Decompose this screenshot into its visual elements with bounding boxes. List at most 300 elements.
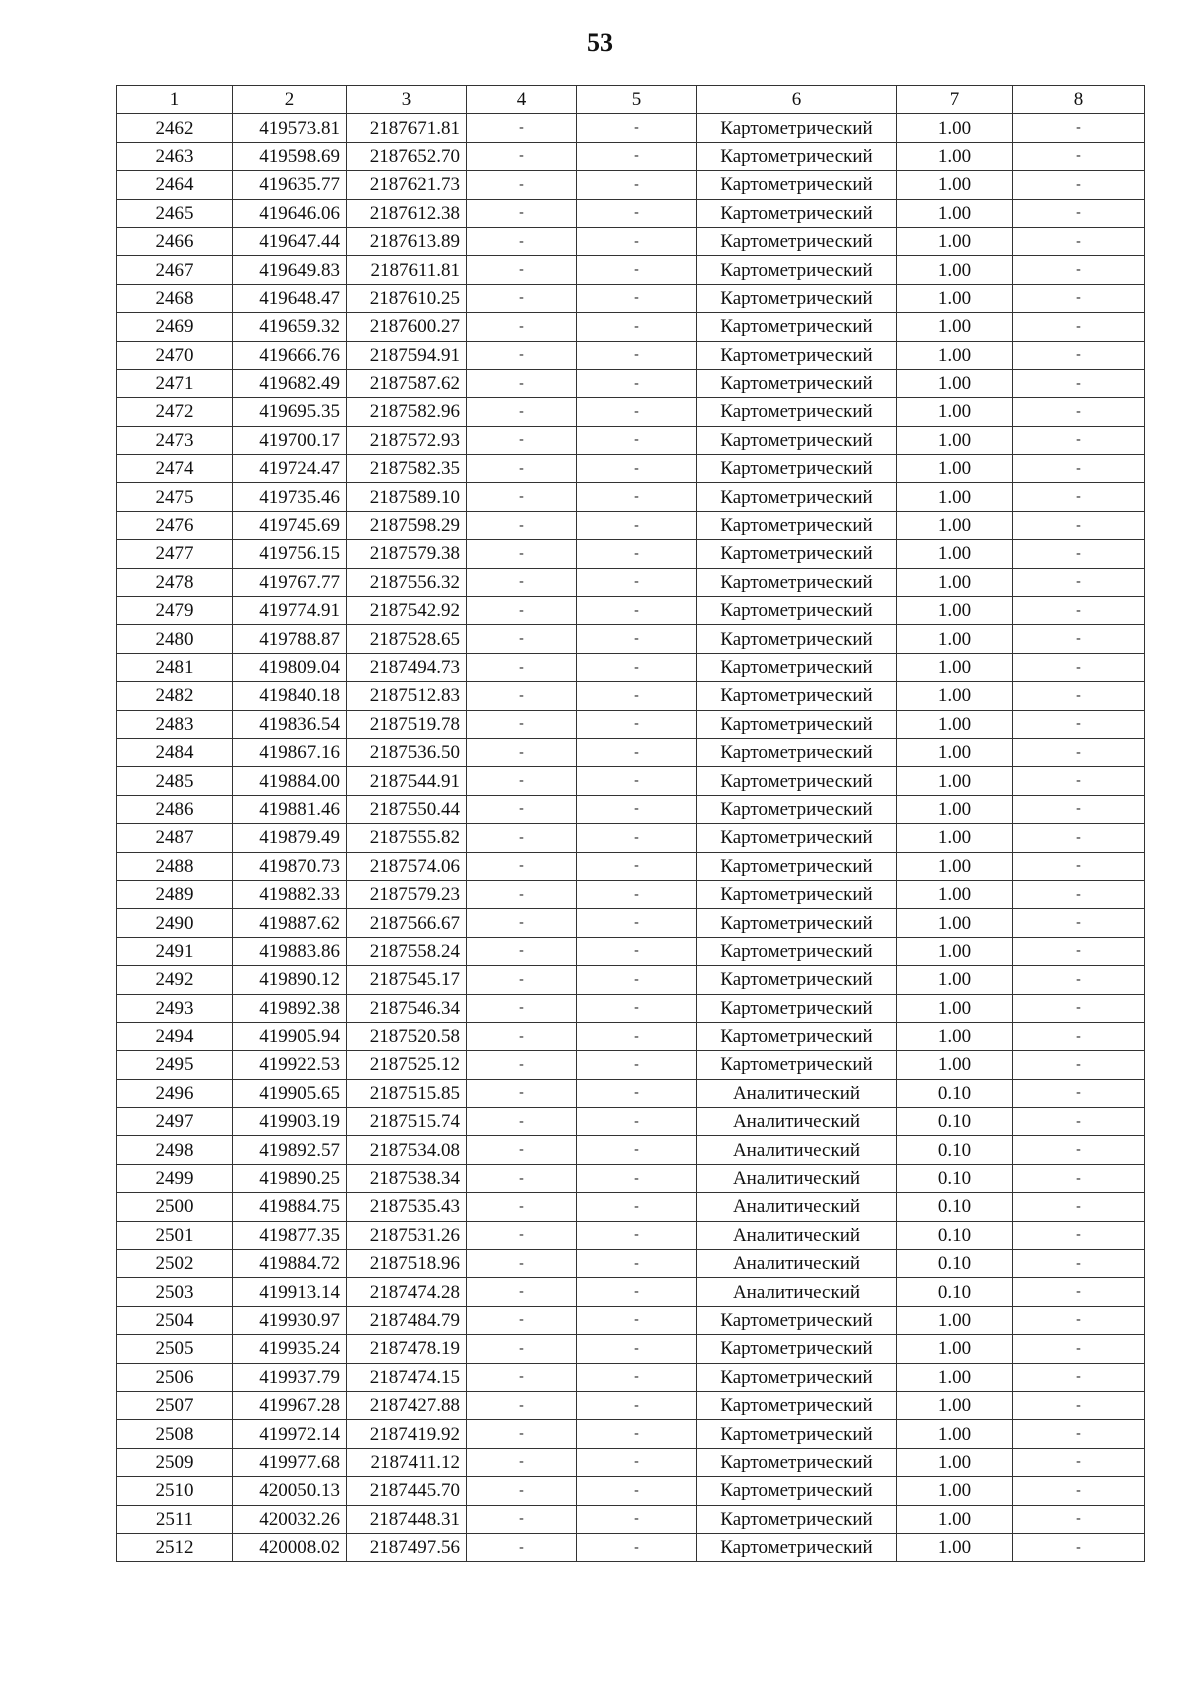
point-number-cell: 2504 xyxy=(117,1306,233,1334)
y-coordinate-cell: 2187594.91 xyxy=(347,341,467,369)
column-4-cell: - xyxy=(467,1363,577,1391)
column-header: 8 xyxy=(1013,86,1145,114)
accuracy-cell: 1.00 xyxy=(897,171,1013,199)
accuracy-cell: 1.00 xyxy=(897,1051,1013,1079)
column-5-cell: - xyxy=(577,653,697,681)
x-coordinate-cell: 420008.02 xyxy=(233,1533,347,1561)
column-5-cell: - xyxy=(577,341,697,369)
column-4-cell: - xyxy=(467,653,577,681)
method-cell: Картометрический xyxy=(697,398,897,426)
x-coordinate-cell: 419881.46 xyxy=(233,795,347,823)
accuracy-cell: 0.10 xyxy=(897,1136,1013,1164)
column-5-cell: - xyxy=(577,767,697,795)
x-coordinate-cell: 419649.83 xyxy=(233,256,347,284)
column-8-cell: - xyxy=(1013,880,1145,908)
method-cell: Аналитический xyxy=(697,1079,897,1107)
column-8-cell: - xyxy=(1013,227,1145,255)
column-5-cell: - xyxy=(577,1448,697,1476)
point-number-cell: 2464 xyxy=(117,171,233,199)
column-5-cell: - xyxy=(577,880,697,908)
table-row xyxy=(117,1193,1145,1221)
column-4-cell: - xyxy=(467,1335,577,1363)
x-coordinate-cell: 419788.87 xyxy=(233,625,347,653)
column-4-cell: - xyxy=(467,597,577,625)
column-8-cell: - xyxy=(1013,767,1145,795)
column-4-cell: - xyxy=(467,1533,577,1561)
column-5-cell: - xyxy=(577,511,697,539)
column-5-cell: - xyxy=(577,1533,697,1561)
accuracy-cell: 1.00 xyxy=(897,341,1013,369)
x-coordinate-cell: 419905.65 xyxy=(233,1079,347,1107)
table-row xyxy=(117,1022,1145,1050)
column-4-cell: - xyxy=(467,1193,577,1221)
column-8-cell: - xyxy=(1013,1448,1145,1476)
table-row xyxy=(117,738,1145,766)
point-number-cell: 2479 xyxy=(117,597,233,625)
method-cell: Картометрический xyxy=(697,1505,897,1533)
method-cell: Картометрический xyxy=(697,795,897,823)
method-cell: Картометрический xyxy=(697,540,897,568)
column-8-cell: - xyxy=(1013,795,1145,823)
method-cell: Картометрический xyxy=(697,114,897,142)
column-8-cell: - xyxy=(1013,1193,1145,1221)
accuracy-cell: 0.10 xyxy=(897,1108,1013,1136)
point-number-cell: 2509 xyxy=(117,1448,233,1476)
column-8-cell: - xyxy=(1013,426,1145,454)
column-8-cell: - xyxy=(1013,1250,1145,1278)
accuracy-cell: 1.00 xyxy=(897,1363,1013,1391)
x-coordinate-cell: 419905.94 xyxy=(233,1022,347,1050)
method-cell: Картометрический xyxy=(697,937,897,965)
column-8-cell: - xyxy=(1013,1505,1145,1533)
x-coordinate-cell: 419700.17 xyxy=(233,426,347,454)
column-4-cell: - xyxy=(467,1022,577,1050)
table-row xyxy=(117,1335,1145,1363)
method-cell: Картометрический xyxy=(697,1306,897,1334)
column-5-cell: - xyxy=(577,455,697,483)
column-8-cell: - xyxy=(1013,483,1145,511)
column-8-cell: - xyxy=(1013,852,1145,880)
method-cell: Картометрический xyxy=(697,1022,897,1050)
column-4-cell: - xyxy=(467,1051,577,1079)
column-8-cell: - xyxy=(1013,653,1145,681)
column-5-cell: - xyxy=(577,1278,697,1306)
column-5-cell: - xyxy=(577,114,697,142)
x-coordinate-cell: 419884.72 xyxy=(233,1250,347,1278)
column-8-cell: - xyxy=(1013,256,1145,284)
column-4-cell: - xyxy=(467,852,577,880)
column-8-cell: - xyxy=(1013,1306,1145,1334)
method-cell: Картометрический xyxy=(697,1420,897,1448)
column-8-cell: - xyxy=(1013,511,1145,539)
column-5-cell: - xyxy=(577,1505,697,1533)
y-coordinate-cell: 2187474.15 xyxy=(347,1363,467,1391)
column-8-cell: - xyxy=(1013,909,1145,937)
column-5-cell: - xyxy=(577,824,697,852)
y-coordinate-cell: 2187484.79 xyxy=(347,1306,467,1334)
point-number-cell: 2489 xyxy=(117,880,233,908)
column-8-cell: - xyxy=(1013,1278,1145,1306)
accuracy-cell: 1.00 xyxy=(897,1022,1013,1050)
y-coordinate-cell: 2187515.85 xyxy=(347,1079,467,1107)
point-number-cell: 2474 xyxy=(117,455,233,483)
accuracy-cell: 1.00 xyxy=(897,483,1013,511)
y-coordinate-cell: 2187478.19 xyxy=(347,1335,467,1363)
column-header: 5 xyxy=(577,86,697,114)
accuracy-cell: 1.00 xyxy=(897,227,1013,255)
method-cell: Картометрический xyxy=(697,994,897,1022)
column-4-cell: - xyxy=(467,511,577,539)
column-4-cell: - xyxy=(467,994,577,1022)
table-row xyxy=(117,994,1145,1022)
method-cell: Аналитический xyxy=(697,1278,897,1306)
accuracy-cell: 1.00 xyxy=(897,568,1013,596)
accuracy-cell: 0.10 xyxy=(897,1193,1013,1221)
column-4-cell: - xyxy=(467,199,577,227)
column-4-cell: - xyxy=(467,625,577,653)
point-number-cell: 2500 xyxy=(117,1193,233,1221)
column-header: 3 xyxy=(347,86,467,114)
method-cell: Картометрический xyxy=(697,1477,897,1505)
column-5-cell: - xyxy=(577,227,697,255)
column-4-cell: - xyxy=(467,795,577,823)
column-8-cell: - xyxy=(1013,1164,1145,1192)
method-cell: Картометрический xyxy=(697,880,897,908)
table-row xyxy=(117,824,1145,852)
y-coordinate-cell: 2187582.96 xyxy=(347,398,467,426)
point-number-cell: 2485 xyxy=(117,767,233,795)
x-coordinate-cell: 419695.35 xyxy=(233,398,347,426)
column-8-cell: - xyxy=(1013,682,1145,710)
column-8-cell: - xyxy=(1013,738,1145,766)
point-number-cell: 2476 xyxy=(117,511,233,539)
x-coordinate-cell: 419867.16 xyxy=(233,738,347,766)
method-cell: Картометрический xyxy=(697,483,897,511)
column-4-cell: - xyxy=(467,1306,577,1334)
column-5-cell: - xyxy=(577,597,697,625)
column-5-cell: - xyxy=(577,994,697,1022)
accuracy-cell: 1.00 xyxy=(897,767,1013,795)
y-coordinate-cell: 2187474.28 xyxy=(347,1278,467,1306)
method-cell: Картометрический xyxy=(697,1051,897,1079)
point-number-cell: 2481 xyxy=(117,653,233,681)
y-coordinate-cell: 2187518.96 xyxy=(347,1250,467,1278)
x-coordinate-cell: 419882.33 xyxy=(233,880,347,908)
point-number-cell: 2486 xyxy=(117,795,233,823)
accuracy-cell: 1.00 xyxy=(897,738,1013,766)
column-5-cell: - xyxy=(577,710,697,738)
column-5-cell: - xyxy=(577,738,697,766)
y-coordinate-cell: 2187534.08 xyxy=(347,1136,467,1164)
column-5-cell: - xyxy=(577,1108,697,1136)
accuracy-cell: 1.00 xyxy=(897,1448,1013,1476)
method-cell: Аналитический xyxy=(697,1221,897,1249)
method-cell: Картометрический xyxy=(697,1533,897,1561)
point-number-cell: 2496 xyxy=(117,1079,233,1107)
y-coordinate-cell: 2187494.73 xyxy=(347,653,467,681)
table-row xyxy=(117,540,1145,568)
column-4-cell: - xyxy=(467,171,577,199)
x-coordinate-cell: 419967.28 xyxy=(233,1391,347,1419)
x-coordinate-cell: 419659.32 xyxy=(233,313,347,341)
column-4-cell: - xyxy=(467,1108,577,1136)
table-row xyxy=(117,795,1145,823)
table-row xyxy=(117,597,1145,625)
accuracy-cell: 1.00 xyxy=(897,909,1013,937)
method-cell: Картометрический xyxy=(697,199,897,227)
y-coordinate-cell: 2187546.34 xyxy=(347,994,467,1022)
accuracy-cell: 0.10 xyxy=(897,1250,1013,1278)
column-5-cell: - xyxy=(577,1391,697,1419)
column-5-cell: - xyxy=(577,483,697,511)
accuracy-cell: 1.00 xyxy=(897,511,1013,539)
table-row xyxy=(117,937,1145,965)
table-row xyxy=(117,1533,1145,1561)
point-number-cell: 2493 xyxy=(117,994,233,1022)
x-coordinate-cell: 419937.79 xyxy=(233,1363,347,1391)
method-cell: Картометрический xyxy=(697,1335,897,1363)
accuracy-cell: 1.00 xyxy=(897,455,1013,483)
method-cell: Картометрический xyxy=(697,171,897,199)
column-5-cell: - xyxy=(577,682,697,710)
column-5-cell: - xyxy=(577,199,697,227)
x-coordinate-cell: 419767.77 xyxy=(233,568,347,596)
column-header: 7 xyxy=(897,86,1013,114)
column-4-cell: - xyxy=(467,256,577,284)
column-8-cell: - xyxy=(1013,398,1145,426)
table-row xyxy=(117,852,1145,880)
column-4-cell: - xyxy=(467,966,577,994)
column-4-cell: - xyxy=(467,1221,577,1249)
table-row xyxy=(117,966,1145,994)
accuracy-cell: 1.00 xyxy=(897,625,1013,653)
table-row xyxy=(117,1136,1145,1164)
point-number-cell: 2465 xyxy=(117,199,233,227)
accuracy-cell: 1.00 xyxy=(897,369,1013,397)
accuracy-cell: 1.00 xyxy=(897,682,1013,710)
method-cell: Картометрический xyxy=(697,256,897,284)
accuracy-cell: 1.00 xyxy=(897,937,1013,965)
method-cell: Картометрический xyxy=(697,455,897,483)
table-row xyxy=(117,227,1145,255)
column-4-cell: - xyxy=(467,738,577,766)
table-row xyxy=(117,1448,1145,1476)
column-4-cell: - xyxy=(467,284,577,312)
table-row xyxy=(117,1051,1145,1079)
point-number-cell: 2502 xyxy=(117,1250,233,1278)
accuracy-cell: 0.10 xyxy=(897,1164,1013,1192)
x-coordinate-cell: 419646.06 xyxy=(233,199,347,227)
column-4-cell: - xyxy=(467,1505,577,1533)
column-5-cell: - xyxy=(577,142,697,170)
point-number-cell: 2467 xyxy=(117,256,233,284)
x-coordinate-cell: 419735.46 xyxy=(233,483,347,511)
point-number-cell: 2484 xyxy=(117,738,233,766)
table-row xyxy=(117,341,1145,369)
accuracy-cell: 1.00 xyxy=(897,1306,1013,1334)
column-5-cell: - xyxy=(577,625,697,653)
y-coordinate-cell: 2187427.88 xyxy=(347,1391,467,1419)
table-row xyxy=(117,909,1145,937)
y-coordinate-cell: 2187528.65 xyxy=(347,625,467,653)
accuracy-cell: 1.00 xyxy=(897,1420,1013,1448)
column-4-cell: - xyxy=(467,710,577,738)
table-row xyxy=(117,1278,1145,1306)
column-5-cell: - xyxy=(577,795,697,823)
column-5-cell: - xyxy=(577,1022,697,1050)
table-row xyxy=(117,142,1145,170)
point-number-cell: 2472 xyxy=(117,398,233,426)
accuracy-cell: 0.10 xyxy=(897,1079,1013,1107)
column-5-cell: - xyxy=(577,568,697,596)
table-row xyxy=(117,1164,1145,1192)
x-coordinate-cell: 419883.86 xyxy=(233,937,347,965)
y-coordinate-cell: 2187515.74 xyxy=(347,1108,467,1136)
x-coordinate-cell: 419977.68 xyxy=(233,1448,347,1476)
y-coordinate-cell: 2187612.38 xyxy=(347,199,467,227)
y-coordinate-cell: 2187589.10 xyxy=(347,483,467,511)
column-8-cell: - xyxy=(1013,455,1145,483)
column-4-cell: - xyxy=(467,568,577,596)
method-cell: Картометрический xyxy=(697,511,897,539)
table-row xyxy=(117,767,1145,795)
point-number-cell: 2463 xyxy=(117,142,233,170)
table-header-row xyxy=(117,86,1145,114)
point-number-cell: 2480 xyxy=(117,625,233,653)
point-number-cell: 2494 xyxy=(117,1022,233,1050)
point-number-cell: 2506 xyxy=(117,1363,233,1391)
method-cell: Картометрический xyxy=(697,284,897,312)
column-5-cell: - xyxy=(577,398,697,426)
table-row xyxy=(117,682,1145,710)
table-row xyxy=(117,1306,1145,1334)
column-4-cell: - xyxy=(467,1164,577,1192)
y-coordinate-cell: 2187671.81 xyxy=(347,114,467,142)
y-coordinate-cell: 2187598.29 xyxy=(347,511,467,539)
column-4-cell: - xyxy=(467,142,577,170)
column-8-cell: - xyxy=(1013,1477,1145,1505)
column-5-cell: - xyxy=(577,852,697,880)
x-coordinate-cell: 419648.47 xyxy=(233,284,347,312)
accuracy-cell: 0.10 xyxy=(897,1221,1013,1249)
method-cell: Картометрический xyxy=(697,767,897,795)
method-cell: Картометрический xyxy=(697,710,897,738)
column-8-cell: - xyxy=(1013,1051,1145,1079)
accuracy-cell: 1.00 xyxy=(897,426,1013,454)
point-number-cell: 2503 xyxy=(117,1278,233,1306)
y-coordinate-cell: 2187536.50 xyxy=(347,738,467,766)
column-4-cell: - xyxy=(467,369,577,397)
column-5-cell: - xyxy=(577,284,697,312)
point-number-cell: 2505 xyxy=(117,1335,233,1363)
column-5-cell: - xyxy=(577,1193,697,1221)
column-8-cell: - xyxy=(1013,1022,1145,1050)
column-4-cell: - xyxy=(467,824,577,852)
column-5-cell: - xyxy=(577,1363,697,1391)
table-row xyxy=(117,313,1145,341)
x-coordinate-cell: 419724.47 xyxy=(233,455,347,483)
method-cell: Картометрический xyxy=(697,966,897,994)
y-coordinate-cell: 2187574.06 xyxy=(347,852,467,880)
column-4-cell: - xyxy=(467,1477,577,1505)
point-number-cell: 2473 xyxy=(117,426,233,454)
method-cell: Картометрический xyxy=(697,824,897,852)
x-coordinate-cell: 419884.00 xyxy=(233,767,347,795)
y-coordinate-cell: 2187535.43 xyxy=(347,1193,467,1221)
accuracy-cell: 1.00 xyxy=(897,1477,1013,1505)
column-header: 1 xyxy=(117,86,233,114)
column-8-cell: - xyxy=(1013,994,1145,1022)
table-row xyxy=(117,511,1145,539)
point-number-cell: 2466 xyxy=(117,227,233,255)
table-row xyxy=(117,1420,1145,1448)
x-coordinate-cell: 419922.53 xyxy=(233,1051,347,1079)
x-coordinate-cell: 419647.44 xyxy=(233,227,347,255)
y-coordinate-cell: 2187411.12 xyxy=(347,1448,467,1476)
point-number-cell: 2469 xyxy=(117,313,233,341)
column-8-cell: - xyxy=(1013,199,1145,227)
column-header: 2 xyxy=(233,86,347,114)
point-number-cell: 2477 xyxy=(117,540,233,568)
column-8-cell: - xyxy=(1013,625,1145,653)
table-row xyxy=(117,114,1145,142)
y-coordinate-cell: 2187445.70 xyxy=(347,1477,467,1505)
column-4-cell: - xyxy=(467,455,577,483)
x-coordinate-cell: 419879.49 xyxy=(233,824,347,852)
column-4-cell: - xyxy=(467,1079,577,1107)
column-8-cell: - xyxy=(1013,1363,1145,1391)
column-8-cell: - xyxy=(1013,341,1145,369)
y-coordinate-cell: 2187579.38 xyxy=(347,540,467,568)
y-coordinate-cell: 2187600.27 xyxy=(347,313,467,341)
method-cell: Картометрический xyxy=(697,625,897,653)
method-cell: Картометрический xyxy=(697,597,897,625)
column-4-cell: - xyxy=(467,483,577,511)
table-row xyxy=(117,171,1145,199)
column-4-cell: - xyxy=(467,540,577,568)
x-coordinate-cell: 419756.15 xyxy=(233,540,347,568)
column-5-cell: - xyxy=(577,313,697,341)
method-cell: Картометрический xyxy=(697,1391,897,1419)
column-4-cell: - xyxy=(467,1278,577,1306)
x-coordinate-cell: 419935.24 xyxy=(233,1335,347,1363)
method-cell: Аналитический xyxy=(697,1164,897,1192)
accuracy-cell: 1.00 xyxy=(897,966,1013,994)
table-row xyxy=(117,1505,1145,1533)
table-body xyxy=(117,114,1145,1562)
point-number-cell: 2492 xyxy=(117,966,233,994)
method-cell: Картометрический xyxy=(697,426,897,454)
y-coordinate-cell: 2187572.93 xyxy=(347,426,467,454)
x-coordinate-cell: 419884.75 xyxy=(233,1193,347,1221)
point-number-cell: 2483 xyxy=(117,710,233,738)
column-5-cell: - xyxy=(577,1477,697,1505)
point-number-cell: 2508 xyxy=(117,1420,233,1448)
page-number: 53 xyxy=(587,28,613,57)
table-row xyxy=(117,1363,1145,1391)
accuracy-cell: 1.00 xyxy=(897,994,1013,1022)
y-coordinate-cell: 2187556.32 xyxy=(347,568,467,596)
column-8-cell: - xyxy=(1013,369,1145,397)
column-header: 4 xyxy=(467,86,577,114)
column-header: 6 xyxy=(697,86,897,114)
point-number-cell: 2501 xyxy=(117,1221,233,1249)
x-coordinate-cell: 419598.69 xyxy=(233,142,347,170)
point-number-cell: 2510 xyxy=(117,1477,233,1505)
method-cell: Картометрический xyxy=(697,1448,897,1476)
y-coordinate-cell: 2187550.44 xyxy=(347,795,467,823)
column-4-cell: - xyxy=(467,426,577,454)
